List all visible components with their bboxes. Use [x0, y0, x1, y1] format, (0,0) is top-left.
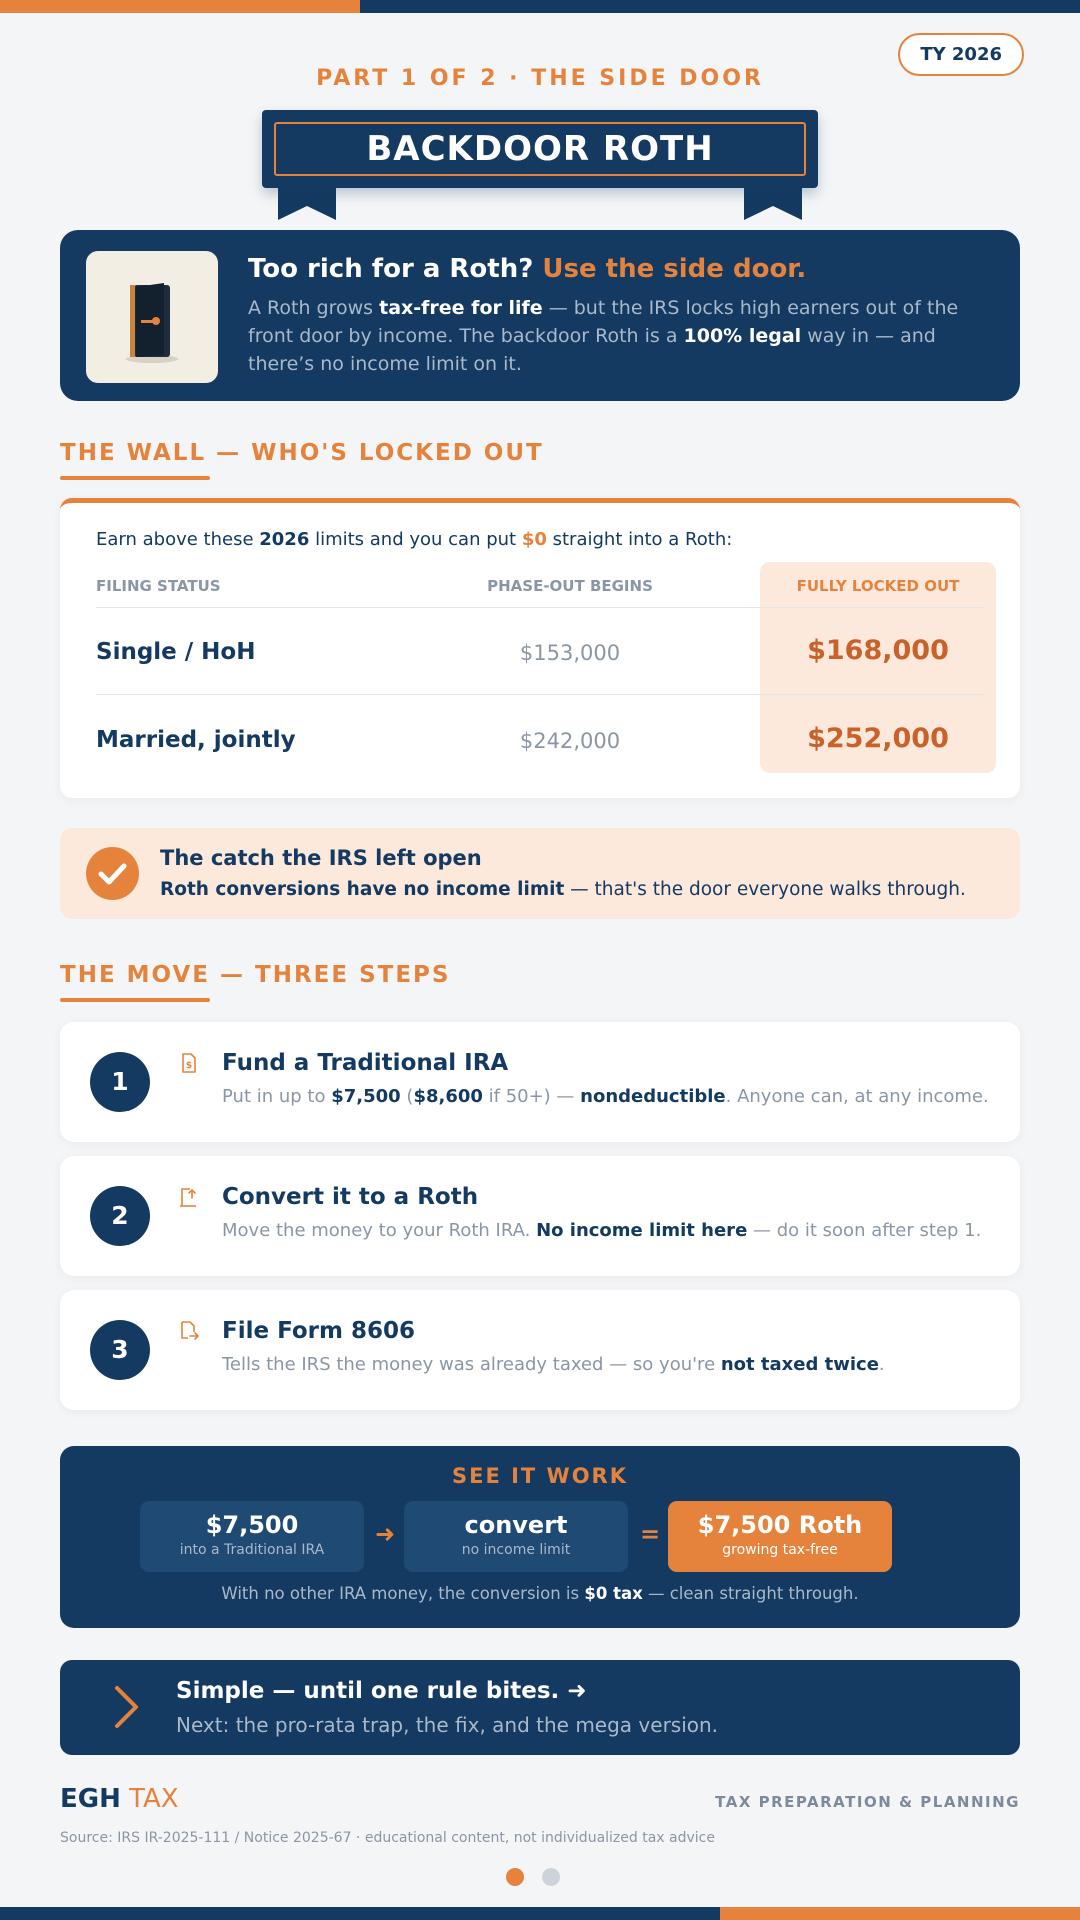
step-2-card: [60, 1156, 1020, 1276]
arrow-right-icon: ➜: [375, 1520, 396, 1548]
wall-section-title: THE WALL — WHO'S LOCKED OUT: [60, 440, 544, 466]
page-title: BACKDOOR ROTH: [274, 122, 806, 176]
example-footnote: With no other IRA money, the conversion is $0 tax — clean straight through.: [221, 1584, 859, 1603]
document-dollar-icon: [178, 1052, 200, 1074]
brand-tagline: TAX PREPARATION & PLANNING: [715, 1793, 1020, 1811]
income-limits-table: [60, 498, 1020, 798]
next-subtitle: Next: the pro-rata trap, the fix, and the mega version.: [176, 1713, 719, 1737]
source-note: Source: IRS IR-2025-111 / Notice 2025-67 · educational content, not individualized tax advice: [60, 1830, 715, 1846]
step-3-description: Tells the IRS the money was already taxed — so you're not taxed twice.: [222, 1354, 885, 1375]
row-married-phase: $242,000: [519, 729, 621, 753]
step-1-title: Fund a Traditional IRA: [222, 1050, 509, 1076]
equals-sign: =: [640, 1520, 661, 1548]
step-3-number: 3: [90, 1320, 150, 1380]
page-indicator: [506, 1868, 560, 1886]
header-locked-out: FULLY LOCKED OUT: [796, 577, 960, 595]
step-1-number: 1: [90, 1052, 150, 1112]
title-banner: [262, 110, 818, 212]
catch-body: Roth conversions have no income limit — that's the door everyone walks through.: [160, 879, 966, 900]
step-3-card: [60, 1290, 1020, 1410]
move-section-underline: [60, 998, 210, 1002]
checkmark-icon: [86, 847, 139, 900]
bottom-accent-bar: [0, 1907, 1080, 1920]
table-intro: Earn above these 2026 limits and you can put $0 straight into a Roth:: [96, 529, 733, 550]
move-section-title: THE MOVE — THREE STEPS: [60, 962, 451, 988]
example-box-contribution: $7,500 into a Traditional IRA: [140, 1501, 364, 1572]
wall-section-underline: [60, 476, 210, 480]
step-2-number: 2: [90, 1186, 150, 1246]
intro-body: A Roth grows tax-free for life — but the IRS locks high earners out of the front door by income. The backdoor Roth is a 100% legal way in — and there’s no income limit on it.: [248, 297, 959, 375]
example-box-convert: convert no income limit: [404, 1501, 628, 1572]
catch-title: The catch the IRS left open: [160, 846, 482, 870]
example-title: SEE IT WORK: [451, 1464, 629, 1488]
row-single-locked: $168,000: [807, 635, 949, 666]
row-married-status: Married, jointly: [96, 727, 296, 753]
top-accent-bar: [0, 0, 1080, 13]
row-divider: [96, 694, 984, 695]
next-title: Simple — until one rule bites. ➜: [176, 1678, 587, 1704]
step-2-description: Move the money to your Roth IRA. No income limit here — do it soon after step 1.: [222, 1220, 982, 1241]
page-dot-2[interactable]: [542, 1868, 560, 1886]
header-divider: [96, 607, 984, 608]
row-married-locked: $252,000: [807, 723, 949, 754]
row-single-status: Single / HoH: [96, 639, 256, 665]
step-1-card: [60, 1022, 1020, 1142]
page-dot-1[interactable]: [506, 1868, 524, 1886]
step-1-description: Put in up to $7,500 ($8,600 if 50+) — nondeductible. Anyone can, at any income.: [222, 1086, 989, 1107]
next-teaser: [60, 1660, 1020, 1755]
intro-title: Too rich for a Roth? Use the side door.: [248, 254, 807, 284]
example-panel: [60, 1446, 1020, 1628]
step-2-title: Convert it to a Roth: [222, 1184, 479, 1210]
row-single-phase: $153,000: [519, 641, 621, 665]
tax-year-badge: TY 2026: [898, 33, 1024, 76]
intro-card: [60, 230, 1020, 401]
chevron-right-icon: [112, 1684, 142, 1730]
step-3-title: File Form 8606: [222, 1318, 415, 1344]
file-transfer-icon: [178, 1320, 200, 1342]
header-filing-status: FILING STATUS: [96, 577, 221, 595]
series-kicker: PART 1 OF 2 · THE SIDE DOOR: [316, 66, 764, 91]
svg-text:$: $: [185, 1061, 193, 1071]
door-exit-icon: [178, 1186, 200, 1208]
example-box-result: $7,500 Roth growing tax-free: [668, 1501, 892, 1572]
header-phase-out: PHASE-OUT BEGINS: [487, 577, 653, 595]
catch-callout: [60, 828, 1020, 919]
door-icon: [86, 251, 218, 383]
brand-logo: EGH TAX: [60, 1784, 179, 1814]
banner-body: [262, 110, 818, 188]
